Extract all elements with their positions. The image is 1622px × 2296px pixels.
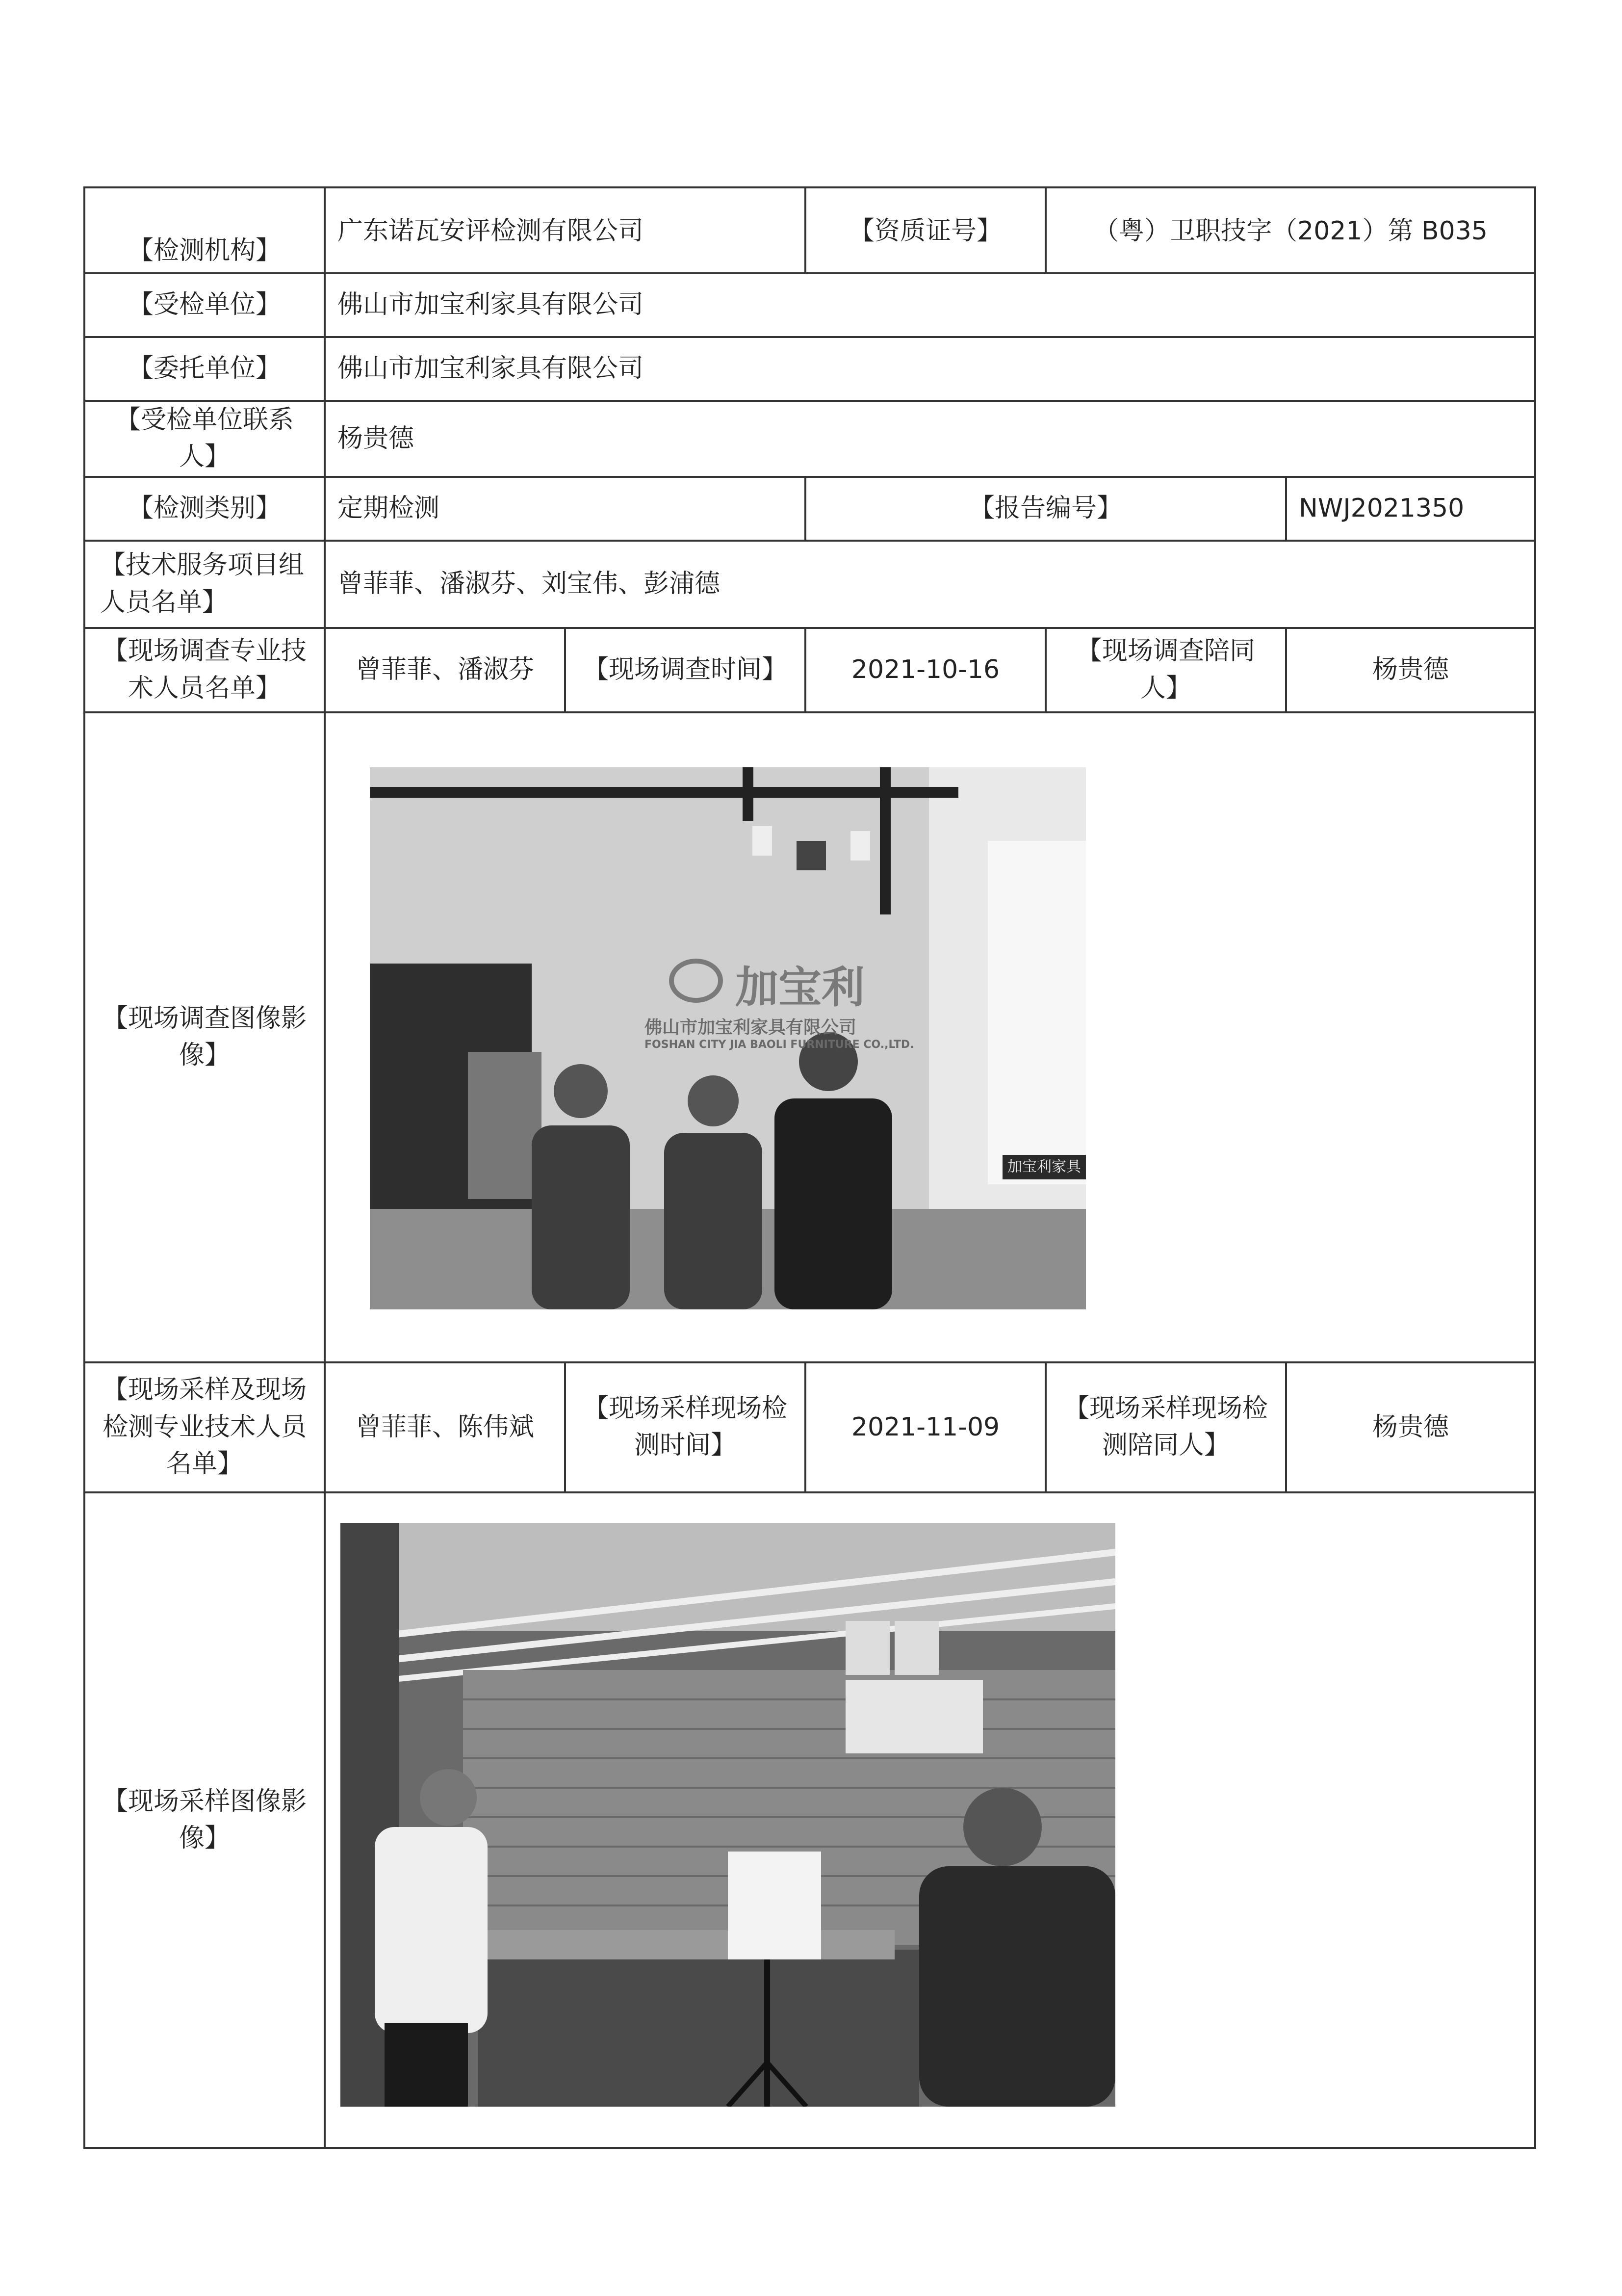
- form-table: [83, 186, 1536, 2149]
- org-label: 【检测机构】: [84, 187, 325, 273]
- row-contact: [84, 401, 1535, 477]
- team-label: 【技术服务项目组人员名单】: [84, 541, 325, 628]
- row-client: [84, 337, 1535, 401]
- sampling-time-value: 2021-11-09: [805, 1362, 1046, 1492]
- photo-banner: 加宝利家具: [1003, 1155, 1086, 1179]
- logo-icon: [669, 959, 723, 1003]
- report-label: 【报告编号】: [805, 477, 1286, 541]
- photo-company-sign-en: FOSHAN CITY JIA BAOLI FURNITURE CO.,LTD.: [644, 1038, 914, 1051]
- survey-staff-label: 【现场调查专业技术人员名单】: [84, 628, 325, 712]
- sampling-photo-illustration: [340, 1523, 1115, 2107]
- sampling-time-label: 【现场采样现场检测时间】: [565, 1362, 805, 1492]
- cert-label: 【资质证号】: [805, 187, 1046, 273]
- survey-time-value: 2021-10-16: [805, 628, 1046, 712]
- photo-company-sign: 佛山市加宝利家具有限公司: [644, 1017, 857, 1038]
- inspected-value: 佛山市加宝利家具有限公司: [325, 273, 1535, 337]
- row-survey-image: [84, 712, 1535, 1362]
- survey-time-label: 【现场调查时间】: [565, 628, 805, 712]
- row-inspected: [84, 273, 1535, 337]
- row-survey: [84, 628, 1535, 712]
- row-team: [84, 541, 1535, 628]
- client-value: 佛山市加宝利家具有限公司: [325, 337, 1535, 401]
- team-value: 曾菲菲、潘淑芬、刘宝伟、彭浦德: [325, 541, 1535, 628]
- survey-companion-label: 【现场调查陪同人】: [1046, 628, 1286, 712]
- inspection-form: [83, 186, 1534, 2149]
- row-sampling-image: [84, 1492, 1535, 2148]
- sampling-image-label: 【现场采样图像影像】: [84, 1492, 325, 2148]
- survey-companion-value: 杨贵德: [1286, 628, 1535, 712]
- row-sampling: [84, 1362, 1535, 1492]
- report-value: NWJ2021350: [1286, 477, 1535, 541]
- sampling-staff-label: 【现场采样及现场检测专业技术人员名单】: [84, 1362, 325, 1492]
- contact-label: 【受检单位联系人】: [84, 401, 325, 477]
- sampling-staff-value: 曾菲菲、陈伟斌: [325, 1362, 565, 1492]
- sampling-photo: [340, 1523, 1115, 2107]
- sampling-companion-value: 杨贵德: [1286, 1362, 1535, 1492]
- survey-image-cell: [325, 712, 1535, 1362]
- row-org: [84, 187, 1535, 273]
- cert-value: （粤）卫职技字（2021）第 B035: [1046, 187, 1535, 273]
- survey-image-label: 【现场调查图像影像】: [84, 712, 325, 1362]
- sampling-image-cell: [325, 1492, 1535, 2148]
- type-label: 【检测类别】: [84, 477, 325, 541]
- survey-photo: [370, 767, 1086, 1309]
- type-value: 定期检测: [325, 477, 805, 541]
- row-type: [84, 477, 1535, 541]
- inspected-label: 【受检单位】: [84, 273, 325, 337]
- contact-value: 杨贵德: [325, 401, 1535, 477]
- org-value: 广东诺瓦安评检测有限公司: [325, 187, 805, 273]
- sampling-companion-label: 【现场采样现场检测陪同人】: [1046, 1362, 1286, 1492]
- client-label: 【委托单位】: [84, 337, 325, 401]
- survey-staff-value: 曾菲菲、潘淑芬: [325, 628, 565, 712]
- photo-logo-text: 加宝利: [735, 962, 865, 1013]
